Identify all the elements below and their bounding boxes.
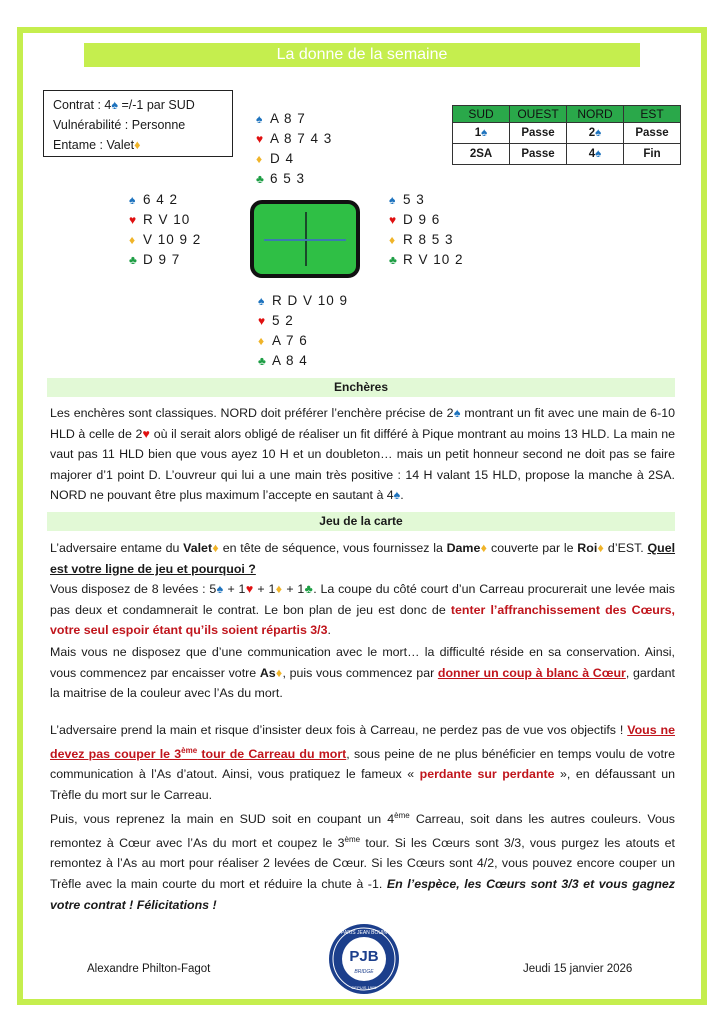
diamond-icon: ♦ <box>480 541 488 555</box>
page-title: La donne de la semaine <box>84 43 640 67</box>
heart-icon: ♥ <box>258 314 267 328</box>
bid-cell: 4♠ <box>567 144 624 165</box>
heart-icon: ♥ <box>389 213 398 227</box>
sud-diamonds: A 7 6 <box>272 333 308 348</box>
spade-icon: ♠ <box>393 488 401 503</box>
spade-icon: ♠ <box>129 193 137 207</box>
ouest-spades: 6 4 2 <box>143 192 179 207</box>
paragraph-conclusion: Puis, vous reprenez la main en SUD soit en coupant un 4ème Carreau, soit dans les autres couleurs. Vous remontez à Cœur avec l’As du mort et coupez le 3ème tour. Si les Cœurs sont 3/3, vous purgez les atouts et remontez à l’As au mort pour réaliser 2 levées de Cœur. Si les Cœurs sont 4/2, vous pouvez encore couper un Trèfle avec la main courte du mort et réduire la chute à -1. En l’espèce, les Cœurs sont 3/3 et vous gagnez votre contrat ! Félicitations ! <box>50 811 675 912</box>
logo-since: DEPUIS 1905 <box>351 985 377 990</box>
bid-cell: Fin <box>624 144 681 165</box>
contract-line: Contrat : 4♠ =/-1 par SUD <box>53 98 195 112</box>
diamond-icon: ♦ <box>597 541 605 555</box>
nord-diamonds: D 4 <box>270 151 295 166</box>
emphasis: donner un coup à blanc à Cœur <box>437 665 626 680</box>
diamond-icon: ♦ <box>129 233 137 247</box>
diamond-icon: ♦ <box>389 233 397 247</box>
spade-icon: ♠ <box>453 406 461 420</box>
table-divider-horizontal <box>264 239 346 241</box>
bidding-header: OUEST <box>510 106 567 123</box>
author: Alexandre Philton-Fagot <box>87 963 211 975</box>
club-icon: ♣ <box>256 172 265 186</box>
section-heading-encheres: Enchères <box>47 378 675 397</box>
diamond-icon: ♦ <box>258 334 266 348</box>
emphasis: perdante sur perdante <box>419 767 555 782</box>
emphasis: Vous ne devez pas couper le 3ème tour de Carreau du mort <box>50 723 676 761</box>
section-heading-jeu: Jeu de la carte <box>47 512 675 531</box>
est-diamonds: R 8 5 3 <box>403 232 454 247</box>
diamond-icon: ♦ <box>275 665 283 680</box>
paragraph-perdante: L’adversaire prend la main et risque d’insister deux fois à Carreau, ne perdez pas de vue vos objectifs ! Vous ne devez pas couper le 3ème tour de Carreau du mort, sous peine de ne plus bénéficier en temps voulu de votre communication à l’As d’atout. Ainsi, vous pratiquez le fameux « perdante sur perdante », en défaussant un Trèfle du mort sur le Carreau. <box>50 723 676 802</box>
spade-icon: ♠ <box>481 127 488 139</box>
bidding-table <box>452 105 681 165</box>
diamond-icon: ♦ <box>256 152 264 166</box>
club-icon: ♣ <box>304 582 314 597</box>
bid-cell: 2SA <box>453 144 510 165</box>
paragraph-encheres: Les enchères sont classiques. NORD doit préférer l’enchère précise de 2♠ montrant un fit avec une main de 6-10 HLD à celle de 2♥ où il serait alors obligé de réaliser un fit différé à Pique montrant au moins 13 HLD. La main ne vaut pas 11 HLD bien que vous ayez 10 H et un doubleton… mais un petit honneur second ne doit pas se faire majorer d’1 point D. L’ouvreur qui lui a une main très positive : 14 H valant 15 HLD, propose la manche à 2SA. NORD ne pouvant être plus maximum l’accepte en sautant à 4♠. <box>50 406 675 503</box>
bidding-row <box>453 123 681 144</box>
diamond-icon: ♦ <box>212 541 219 555</box>
question: Quel est votre ligne de jeu et pourquoi ? <box>50 541 676 576</box>
spade-icon: ♠ <box>595 127 602 139</box>
bid-cell: 1♠ <box>453 123 510 144</box>
ouest-hearts: R V 10 <box>143 212 191 227</box>
paragraph-communication: Mais vous ne disposez que d’une communication avec le mort… la difficulté réside en sa conservation. Ainsi, vous commencez par encaisser votre As♦, puis vous commencez par donner un coup à blanc à Cœur, gardant la maitrise de la couleur avec l’As du mort. <box>50 645 675 701</box>
sud-hearts: 5 2 <box>272 313 294 328</box>
est-hearts: D 9 6 <box>403 212 441 227</box>
club-logo <box>328 923 400 995</box>
est-spades: 5 3 <box>403 192 425 207</box>
logo-ring-text: PARIS JEAN BOUIN <box>340 930 388 936</box>
spade-icon: ♠ <box>111 98 119 112</box>
bidding-header: EST <box>624 106 681 123</box>
bidding-header: SUD <box>453 106 510 123</box>
paragraph-lead: L’adversaire entame du Valet♦ en tête de séquence, vous fournissez la Dame♦ couverte par le Roi♦ d’EST. Quel est votre ligne de jeu et pourquoi ? Vous disposez de 8 levées : 5♠ + 1♥ + 1♦ + 1♣. La coupe du côté court d’un Carreau procurerait une levée mais pas deux et condamnerait le contrat. Le bon plan de jeu est donc de tenter l’affranchissement des Cœurs, votre seul espoir étant qu’ils soient répartis 3/3. <box>50 541 676 638</box>
sud-spades: R D V 10 9 <box>272 293 349 308</box>
spade-icon: ♠ <box>258 294 266 308</box>
bid-cell: Passe <box>510 144 567 165</box>
nord-hearts: A 8 7 4 3 <box>270 131 333 146</box>
est-clubs: R V 10 2 <box>403 252 464 267</box>
hand-nord <box>256 109 332 189</box>
nord-clubs: 6 5 3 <box>270 171 306 186</box>
sud-clubs: A 8 4 <box>272 353 308 368</box>
hand-est <box>389 190 464 270</box>
final-verdict: En l’espèce, les Cœurs sont 3/3 et vous gagnez votre contrat ! Félicitations ! <box>50 877 675 912</box>
diamond-icon: ♦ <box>275 582 283 597</box>
diamond-icon: ♦ <box>134 138 141 152</box>
hand-sud <box>258 291 348 371</box>
heart-icon: ♥ <box>129 213 138 227</box>
lead-line: Entame : Valet♦ <box>53 138 141 152</box>
club-icon: ♣ <box>389 253 398 267</box>
nord-spades: A 8 7 <box>270 111 306 126</box>
spade-icon: ♠ <box>389 193 397 207</box>
ouest-diamonds: V 10 9 2 <box>143 232 202 247</box>
emphasis: tenter l’affranchissement des Cœurs, votre seul espoir étant qu’ils soient répartis 3/3 <box>50 602 675 638</box>
bidding-header: NORD <box>567 106 624 123</box>
spade-icon: ♠ <box>256 112 264 126</box>
bidding-row <box>453 144 681 165</box>
heart-icon: ♥ <box>142 426 151 441</box>
spade-icon: ♠ <box>216 582 224 597</box>
bid-cell: 2♠ <box>567 123 624 144</box>
bridge-table-icon <box>250 200 360 278</box>
ouest-clubs: D 9 7 <box>143 252 181 267</box>
club-icon: ♣ <box>129 253 138 267</box>
date: Jeudi 15 janvier 2026 <box>523 963 633 975</box>
heart-icon: ♥ <box>256 132 265 146</box>
logo-sub: BRIDGE <box>354 969 374 975</box>
contract-box <box>43 90 233 157</box>
heart-icon: ♥ <box>245 582 254 597</box>
vulnerability-line: Vulnérabilité : Personne <box>53 118 186 132</box>
club-icon: ♣ <box>258 354 267 368</box>
spade-icon: ♠ <box>595 148 602 160</box>
hand-ouest <box>129 190 201 270</box>
bid-cell: Passe <box>624 123 681 144</box>
logo-initials: PJB <box>349 948 379 965</box>
bid-cell: Passe <box>510 123 567 144</box>
